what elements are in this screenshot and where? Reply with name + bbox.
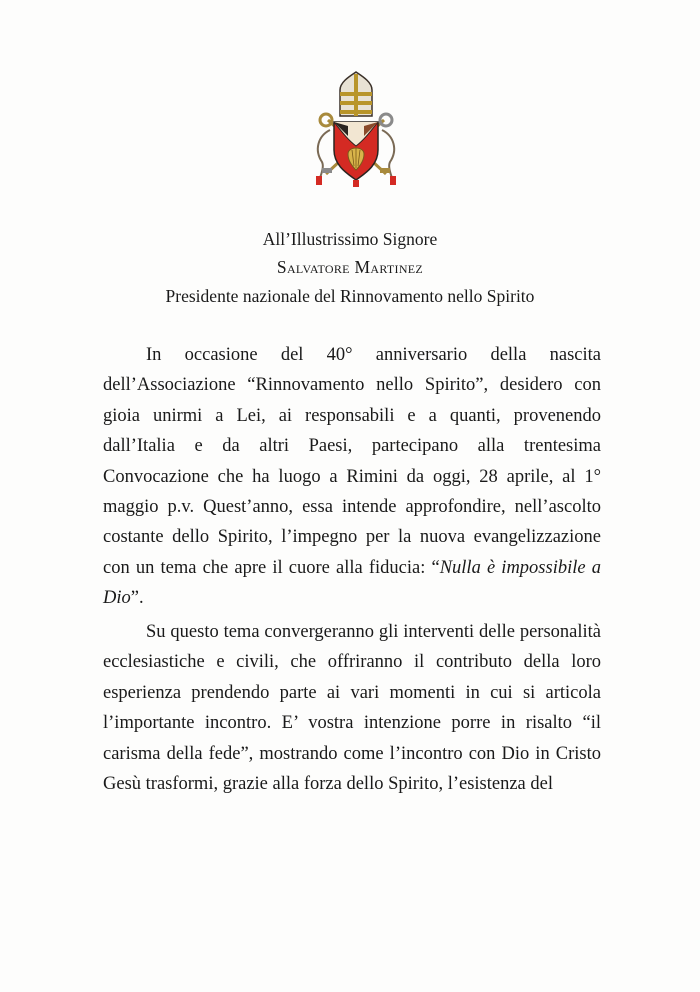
letter-paragraph-2 xyxy=(103,617,601,799)
paragraph-2-text: Su questo tema convergeranno gli interventi delle personalità ecclesiastiche e civili, che offriranno il contributo della loro esperienza prendendo parte ai vari momenti in cui si articola l’importante incontro. E’ vostra intenzione porre in risalto “il carisma della fede”, mostrando come l’incontro con Dio in Cristo Gesù trasformi, grazie alla forza dello Spirito, l’esistenza del xyxy=(103,622,601,795)
letter-paragraph-1 xyxy=(103,340,601,614)
addressee-title: Presidente nazionale del Rinnovamento nello Spirito xyxy=(165,286,535,306)
paragraph-1-quote: Nulla è impossibile a Dio xyxy=(103,557,601,609)
papal-coat-of-arms-icon xyxy=(300,70,412,188)
paragraph-1-closing: ”. xyxy=(130,588,144,609)
paragraph-1-text: In occasione del 40° anniversario della nascita dell’Associazione “Rinnovamento nello Spirito”, desidero con gioia unirmi a Lei, ai responsabili e a quanti, provenendo dall’Italia e da altri Paesi, partecipano alla trentesima Convocazione che ha luogo a Rimini da oggi, 28 aprile, al 1° maggio p.v. Quest’anno, essa intende approfondire, nell’ascolto costante dello Spirito, l’impegno per la nuova evangelizzazione con un tema che apre il cuore alla fiducia: “ xyxy=(103,345,601,578)
addressee-salutation: All’Illustrissimo Signore xyxy=(262,229,438,249)
addressee-name: Salvatore Martinez xyxy=(276,257,424,277)
